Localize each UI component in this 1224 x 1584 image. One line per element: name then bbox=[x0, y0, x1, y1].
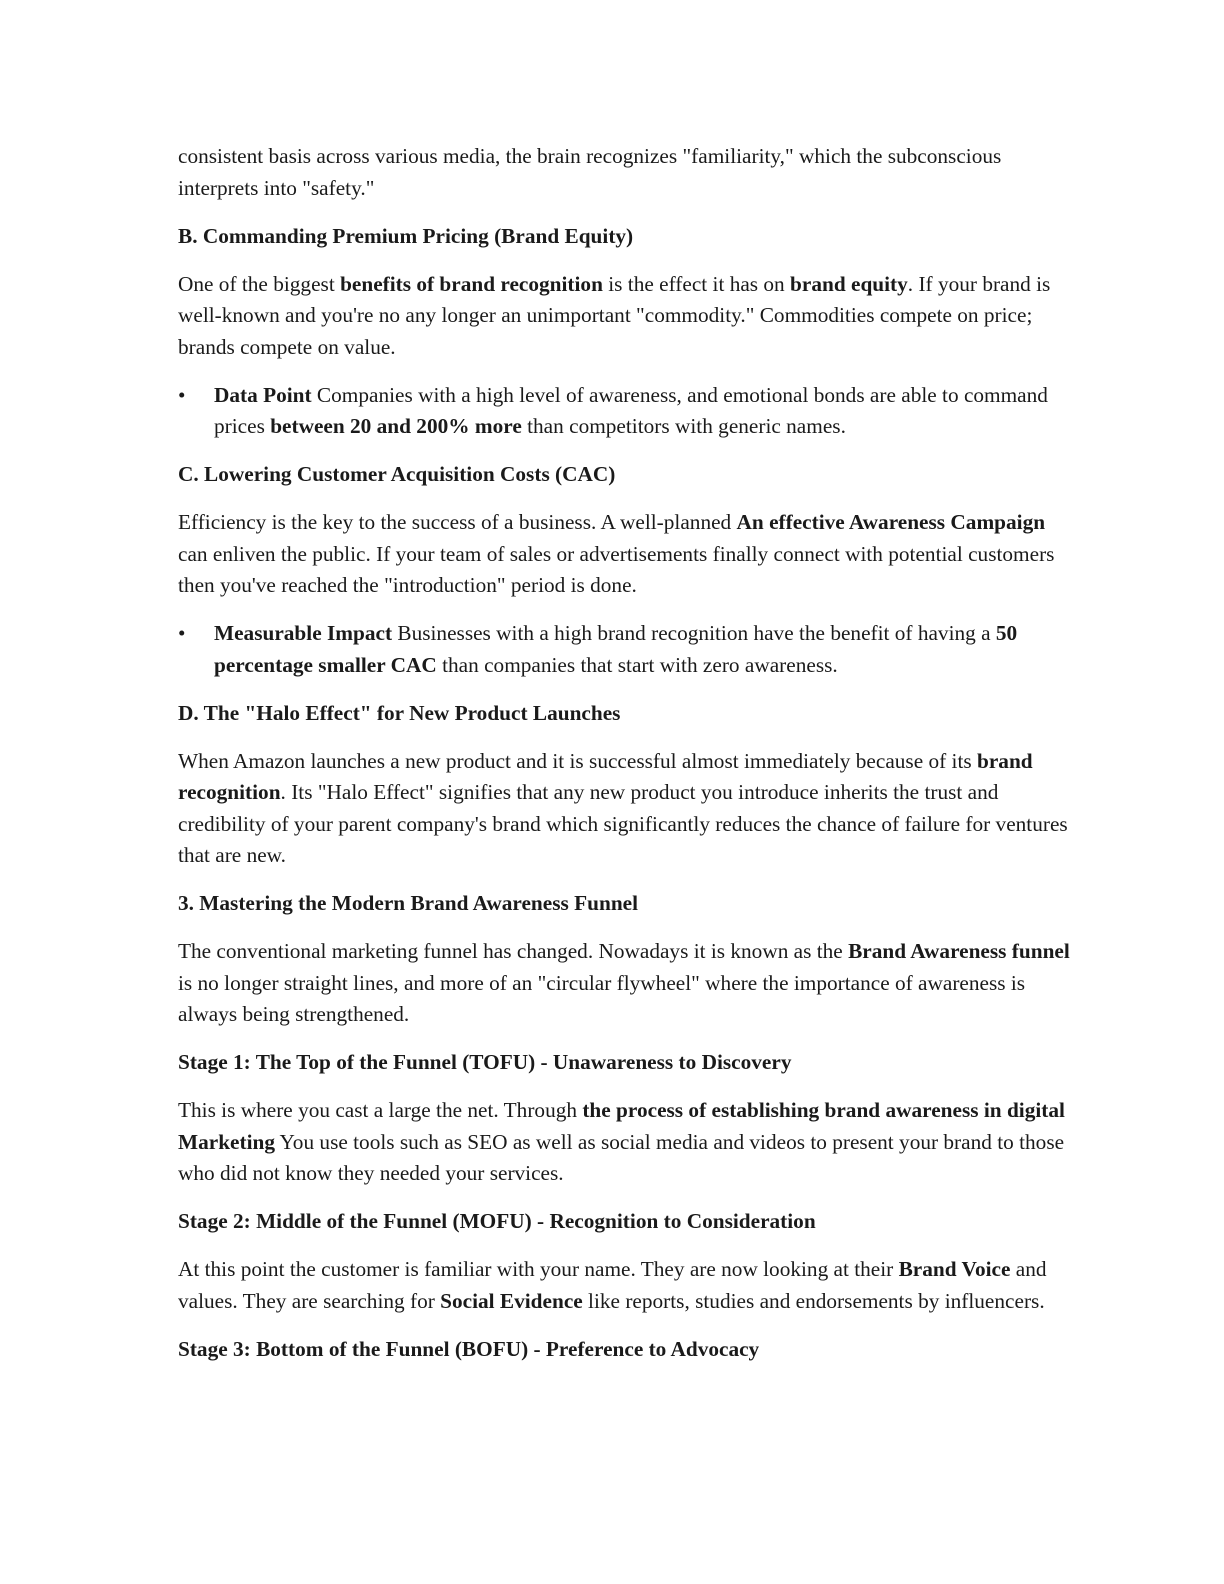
bold-run: brand recognition bbox=[178, 748, 1033, 804]
text-run: can enliven the public. If your team of sales or advertisements finally connect with potential customers then you've reached the "introduction" period is done. bbox=[178, 541, 1055, 597]
bold-run: Brand Voice bbox=[898, 1257, 1011, 1281]
text-run: The conventional marketing funnel has changed. Nowadays it is known as the bbox=[178, 939, 849, 963]
section-c-paragraph bbox=[178, 507, 1078, 602]
bold-run: 50 percentage smaller CAC bbox=[214, 621, 1018, 677]
bold-run: Brand Awareness funnel bbox=[848, 939, 1070, 963]
text-run: You use tools such as SEO as well as social media and videos to present your brand to those who did not know they needed your services. bbox=[178, 1129, 1065, 1185]
text-run: . If your brand is well-known and you're no any longer an unimportant "commodity." Commodities compete on price; brands compete on value. bbox=[178, 271, 1051, 359]
bold-run: brand equity bbox=[790, 271, 908, 296]
bold-run: Social Evidence bbox=[440, 1288, 583, 1313]
text-run: is the effect it has on bbox=[602, 271, 791, 296]
document-page bbox=[178, 141, 1078, 1382]
section-3-heading: 3. Mastering the Modern Brand Awareness Funnel bbox=[178, 891, 639, 915]
text-run: Companies with a high level of awareness, and emotional bonds are able to command prices bbox=[214, 382, 1048, 438]
text-run: like reports, studies and endorsements by influencers. bbox=[582, 1288, 1045, 1313]
text-run: One of the biggest bbox=[178, 271, 341, 296]
text-run: Efficiency is the key to the success of a business. A well-planned bbox=[178, 510, 737, 534]
stage-1-paragraph bbox=[178, 1095, 1078, 1190]
bold-run: benefits of brand recognition bbox=[340, 271, 603, 296]
bold-run: the process of establishing brand awareness in digital Marketing bbox=[178, 1098, 1065, 1154]
text-run: than companies that start with zero awareness. bbox=[436, 652, 838, 677]
text-run: is no longer straight lines, and more of an "circular flywheel" where the importance of awareness is always being strengthened. bbox=[178, 970, 1026, 1026]
section-c-heading: C. Lowering Customer Acquisition Costs (CAC) bbox=[178, 462, 616, 486]
stage-1-heading: Stage 1: The Top of the Funnel (TOFU) - Unawareness to Discovery bbox=[178, 1050, 792, 1074]
section-3-paragraph bbox=[178, 936, 1078, 1031]
section-b-heading: B. Commanding Premium Pricing (Brand Equity) bbox=[178, 223, 634, 248]
text-run: When Amazon launches a new product and it is successful almost immediately because of its bbox=[178, 748, 977, 773]
section-b-bullet-list bbox=[178, 380, 1078, 443]
bold-run: Measurable Impact bbox=[214, 621, 393, 645]
list-item bbox=[178, 380, 1078, 443]
text-run: and values. They are searching for bbox=[178, 1257, 1047, 1313]
section-d-heading: D. The "Halo Effect" for New Product Launches bbox=[178, 700, 621, 725]
bold-run: between 20 and 200% more bbox=[270, 414, 522, 438]
text-run: . Its "Halo Effect" signifies that any new product you introduce inherits the trust and credibility of your parent company's brand which significantly reduces the chance of failure for ventures that are new. bbox=[178, 780, 1068, 867]
intro-paragraph bbox=[178, 141, 1078, 204]
text-run: than competitors with generic names. bbox=[521, 414, 846, 438]
section-d-paragraph bbox=[178, 746, 1078, 872]
bullet-icon: • bbox=[178, 382, 186, 407]
stage-2-heading: Stage 2: Middle of the Funnel (MOFU) - Recognition to Consideration bbox=[178, 1209, 816, 1233]
text-run: This is where you cast a large the net. Through bbox=[178, 1098, 583, 1122]
stage-3-heading: Stage 3: Bottom of the Funnel (BOFU) - Preference to Advocacy bbox=[178, 1336, 760, 1361]
intro-text: consistent basis across various media, the brain recognizes "familiarity," which the subconscious interprets into "safety." bbox=[178, 144, 1002, 200]
bold-run: Data Point bbox=[214, 382, 312, 407]
section-c-bullet-list bbox=[178, 618, 1078, 681]
list-item bbox=[178, 618, 1078, 681]
bullet-icon: • bbox=[178, 621, 186, 645]
stage-2-paragraph bbox=[178, 1254, 1078, 1317]
section-b-paragraph bbox=[178, 269, 1078, 364]
text-run: Businesses with a high brand recognition have the benefit of having a bbox=[392, 621, 996, 645]
text-run: At this point the customer is familiar with your name. They are now looking at their bbox=[178, 1257, 899, 1281]
bold-run: An effective Awareness Campaign bbox=[736, 510, 1046, 534]
